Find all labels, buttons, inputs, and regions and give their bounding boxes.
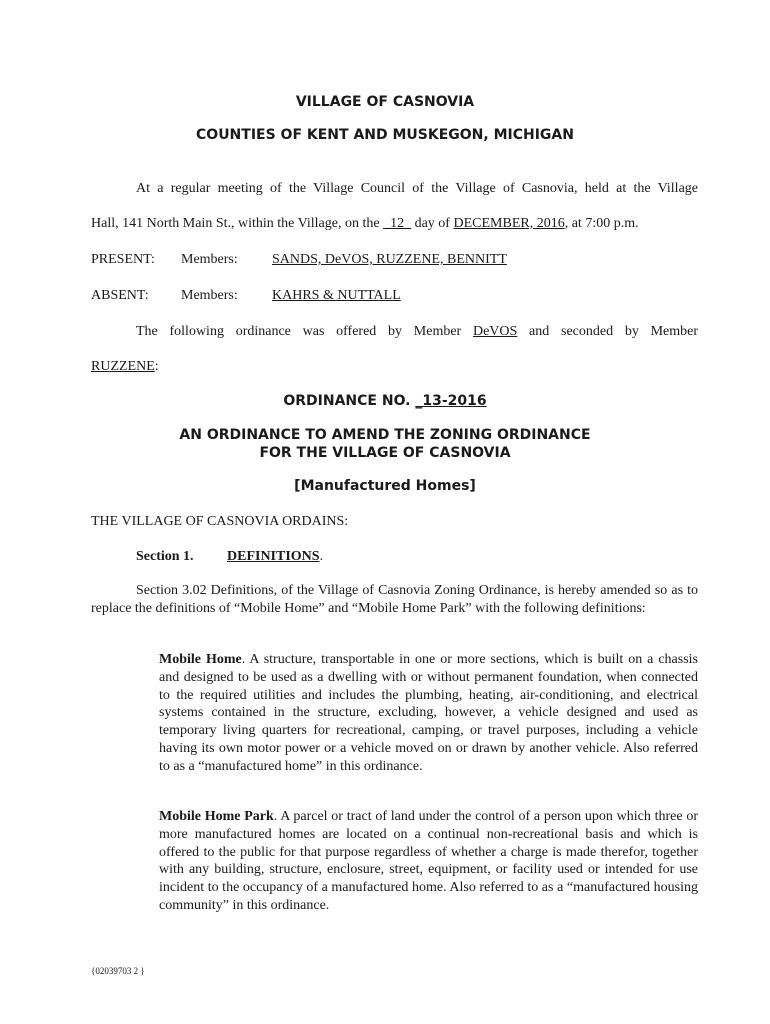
motion-line-1: The following ordinance was offered by Member DeVOS and seconded by Member <box>136 324 698 339</box>
absent-members-label: Members: <box>181 288 238 303</box>
absent-label: ABSENT: <box>91 288 149 303</box>
offered-by: DeVOS <box>472 324 518 339</box>
absent-names: KAHRS & NUTTALL <box>272 288 401 303</box>
county-subtitle: COUNTIES OF KENT AND MUSKEGON, MICHIGAN <box>196 127 574 143</box>
definition-term: Mobile Home Park <box>159 809 274 824</box>
present-members-label: Members: <box>181 252 238 267</box>
document-page: VILLAGE OF CASNOVIA COUNTIES OF KENT AND MUSKEGON, MICHIGAN At a regular meeting of the Village Council of the Village of Casnovia, held at the Village Hall, 141 North Main St., within the Village, on the _12_ day of DECEMBER, 2016, at 7:00 p.m. PRESENT: Members: SANDS, DeVOS, RUZZENE, BENNITT ABSENT: Members: KAHRS & NUTTALL The following ordinance was offered by Member DeVOS and seconded by Member RUZZENE: ORDINANCE NO. _13-2016 AN ORDINANCE TO AMEND THE ZONING ORDINANCE FOR THE VILLAGE OF CASNOVIA [Manufactured Homes] THE VILLAGE OF CASNOVIA ORDAINS: Section 1. DEFINITIONS. Section 3.02 Definitions, of the Village of Casnovia Zoning Ordinance, is hereby amended so as to replace the definitions of “Mobile Home” and “Mobile Home Park” with the following definitions: Mobile Home. A structure, transportable in one or more sections, which is built on a chassis and designed to be used as a dwelling with or without permanent foundation, when connected to the required utilities and includes the plumbing, heating, air-conditioning, and electrical systems contained in the structure, excluding, however, a vehicle designed and used as temporary living quarters for recreational, camping, or travel purposes, including a vehicle having its own motor power or a vehicle moved on or drawn by another vehicle. Also referred to as a “manufactured home” in this ordinance. Mobile Home Park. A parcel or tract of land under the control of a person upon which three or more manufactured homes are located on a continual non-recreational basis and which is offered to the public for that purpose regardless of whether a charge is made therefor, together with any building, structure, enclosure, street, equipment, or facility used or intended for use incident to the occupancy of a manufactured home. Also referred to as a “manufactured housing community” in this ordinance. {02039703 2 } <box>0 0 770 1024</box>
meeting-date: DECEMBER, 2016 <box>453 216 565 231</box>
present-label: PRESENT: <box>91 252 155 267</box>
ordinance-subject: [Manufactured Homes] <box>294 478 476 494</box>
ordinance-number: ORDINANCE NO. _13-2016 <box>283 393 487 409</box>
meeting-day: _12_ <box>383 216 412 231</box>
present-names: SANDS, DeVOS, RUZZENE, BENNITT <box>272 252 507 267</box>
section-intro: Section 3.02 Definitions, of the Village of Casnovia Zoning Ordinance, is hereby amended so as to replace the definitions of “Mobile Home” and “Mobile Home Park” with the following definitions: <box>91 583 698 616</box>
seconded-by: RUZZENE <box>91 359 155 374</box>
definition-mobile-home-park: Mobile Home Park. A parcel or tract of land under the control of a person upon which three or more manufactured homes are located on a continual non-recreational basis and which is offered to the public for that purpose regardless of whether a charge is made therefor, together with any building, structure, enclosure, street, equipment, or facility used or intended for use incident to the occupancy of a manufactured home. Also referred to as a “manufactured housing community” in this ordinance. <box>159 809 699 913</box>
section-number: Section 1. <box>136 549 194 564</box>
motion-line-2: RUZZENE: <box>91 359 159 374</box>
definition-mobile-home: Mobile Home. A structure, transportable in one or more sections, which is built on a chassis and designed to be used as a dwelling with or without permanent foundation, when connected to the required utilities and includes the plumbing, heating, air-conditioning, and electrical systems contained in the structure, excluding, however, a vehicle designed and used as temporary living quarters for recreational, camping, or travel purposes, including a vehicle having its own motor power or a vehicle moved on or drawn by another vehicle. Also referred to as a “manufactured home” in this ordinance. <box>159 652 698 774</box>
meeting-line-1: At a regular meeting of the Village Council of the Village of Casnovia, held at the Village <box>136 181 698 196</box>
footer-doc-id: {02039703 2 } <box>91 966 145 976</box>
ordinance-title-line-2: FOR THE VILLAGE OF CASNOVIA <box>259 445 511 461</box>
ordains-line: THE VILLAGE OF CASNOVIA ORDAINS: <box>91 514 349 529</box>
village-title: VILLAGE OF CASNOVIA <box>295 94 475 110</box>
definition-term: Mobile Home <box>159 652 242 667</box>
section-heading: DEFINITIONS <box>227 549 320 564</box>
ordinance-title-line-1: AN ORDINANCE TO AMEND THE ZONING ORDINANCE <box>179 427 591 443</box>
meeting-line-2: Hall, 141 North Main St., within the Village, on the _12_ day of DECEMBER, 2016, at 7:00 p.m. <box>91 216 639 231</box>
